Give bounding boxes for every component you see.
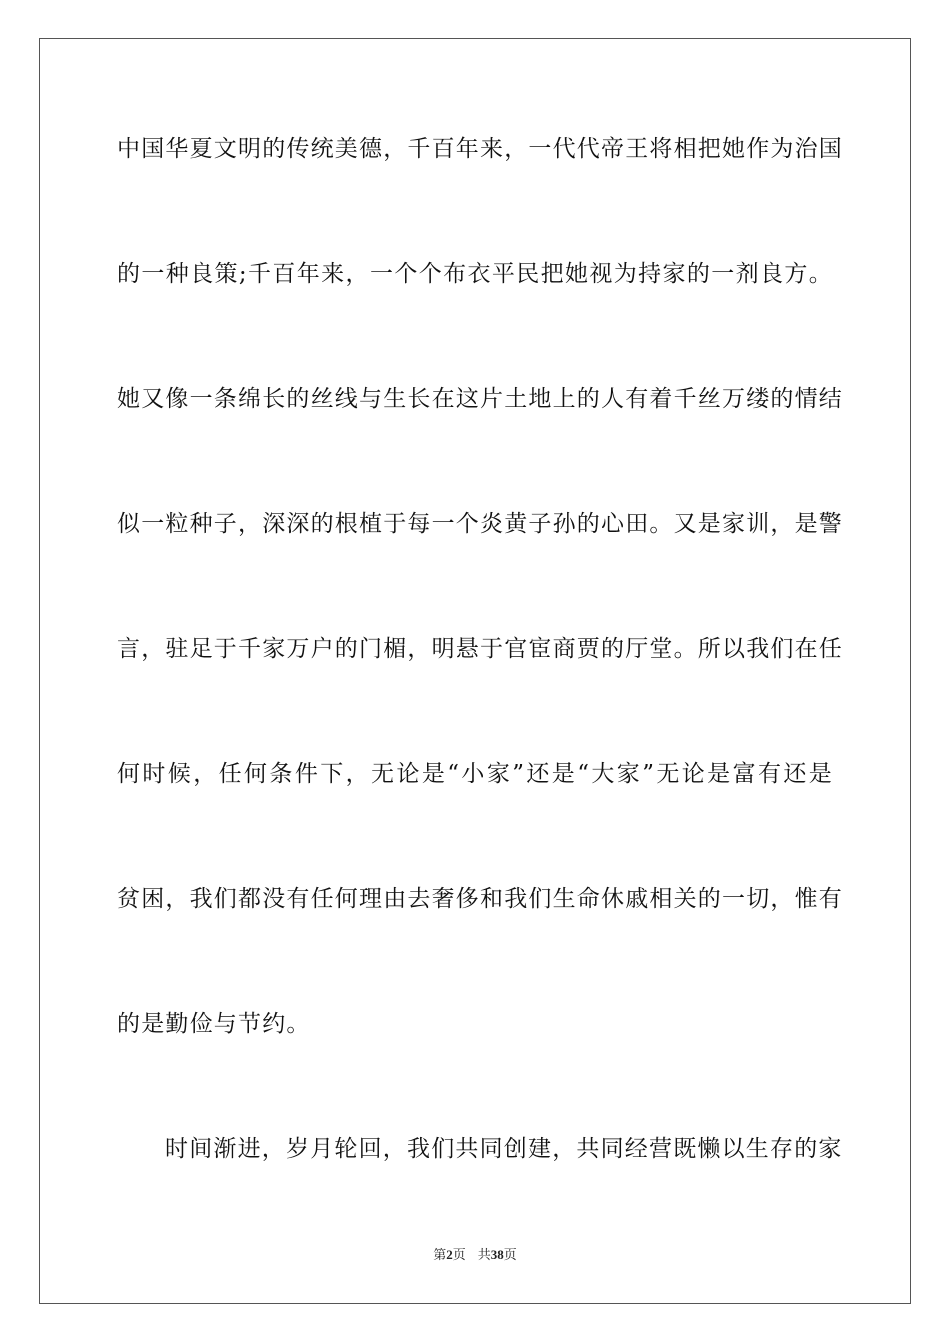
- text-line-2: 的一种良策;千百年来，一个个布衣平民把她视为持家的一剂良方。: [117, 261, 833, 287]
- footer-total-suffix: 页: [503, 1247, 517, 1262]
- text-line-7: 贫困，我们都没有任何理由去奢侈和我们生命休戚相关的一切，惟有: [117, 886, 843, 912]
- page-footer: [0, 1245, 950, 1265]
- footer-page-number: 2: [446, 1247, 453, 1262]
- text-line-3: 她又像一条绵长的丝线与生长在这片土地上的人有着千丝万缕的情结: [117, 386, 843, 412]
- footer-page-suffix: 页: [452, 1247, 466, 1262]
- text-line-4: 似一粒种子，深深的根植于每一个炎黄子孙的心田。又是家训，是警: [117, 511, 843, 537]
- footer-page-prefix: 第: [433, 1247, 447, 1262]
- text-line-6: 何时候，任何条件下，无论是“小家”还是“大家”无论是富有还是: [117, 761, 833, 787]
- page-frame: [39, 38, 911, 1304]
- text-line-9: 时间渐进，岁月轮回，我们共同创建，共同经营既懒以生存的家: [165, 1136, 843, 1162]
- text-line-1: 中国华夏文明的传统美德，千百年来，一代代帝王将相把她作为治国: [117, 136, 843, 162]
- text-line-5: 言，驻足于千家万户的门楣，明悬于官宦商贾的厅堂。所以我们在任: [117, 636, 843, 662]
- footer-total-prefix: 共: [477, 1247, 491, 1262]
- text-line-8: 的是勤俭与节约。: [117, 1011, 311, 1037]
- footer-total-pages: 38: [490, 1247, 504, 1262]
